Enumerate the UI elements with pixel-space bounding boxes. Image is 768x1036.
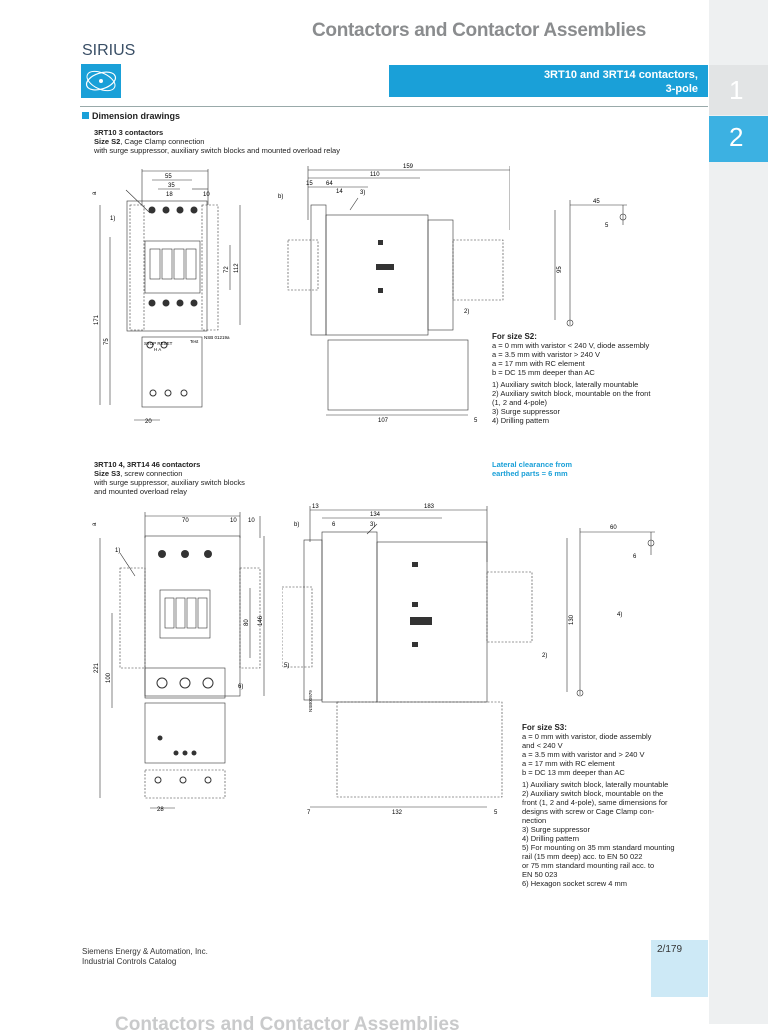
dim-15: 15 [306,181,313,187]
dim-80: 80 [244,619,250,626]
publisher-footer: Siemens Energy & Automation, Inc. Industrial Controls Catalog [82,947,208,966]
dim-5b: 5 [605,223,609,229]
dim-159: 159 [403,164,414,170]
dim-6: 6 [332,522,336,528]
s3-front-view-drawing [90,508,270,820]
dim-10: 10 [203,192,210,198]
dim-7: 7 [307,810,311,816]
dim-5: 5 [494,810,498,816]
sirius-logo [81,64,121,98]
dim-95: 95 [557,266,563,273]
label-3: 3) [360,190,366,196]
s2-drilling-pattern [545,195,645,335]
label-5: 5) [284,663,290,669]
drawing-tag: NSB 01219a [204,335,230,340]
stop-reset-label: STOP RESET [144,341,173,346]
label-6: 6) [238,684,244,690]
dim-75: 75 [104,338,110,345]
dim-112: 112 [234,263,240,273]
label-a: a [92,191,98,195]
dim-134: 134 [370,512,381,518]
label-3: 3) [370,522,376,528]
label-2: 2) [464,309,470,315]
dim-64: 64 [326,181,333,187]
label-a: a [92,522,98,526]
dim-45: 45 [593,199,600,205]
s2-caption: 3RT10 3 contactors Size S2, Cage Clamp connection with surge suppressor, auxiliary switch blocks and mounted overload relay [94,128,340,155]
brand-name: SIRIUS [82,42,136,59]
label-4: 4) [617,612,623,618]
ha-label: H A [154,347,162,352]
s3-caption: 3RT10 4, 3RT14 46 contactors Size S3, screw connection with surge suppressor, auxiliary switch blocks and mounted overload relay [94,460,245,496]
page-number-box [651,940,708,997]
section-heading: Dimension drawings [82,111,180,121]
dim-171: 171 [94,314,100,325]
page-title: Contactors and Contactor Assemblies [312,20,647,41]
dim-70: 70 [182,518,189,524]
chapter-tab-1[interactable]: 1 [709,65,768,115]
test-label: Test [190,339,199,344]
dim-13: 13 [312,504,319,510]
dim-130: 130 [569,614,575,625]
lateral-clearance-note: Lateral clearance from earthed parts = 6 mm [492,460,573,478]
page-number: 2/179 [657,944,683,955]
dim-110: 110 [370,172,380,178]
s2-side-view-drawing [278,160,510,430]
s3-side-view-drawing [282,502,547,822]
dim-20: 20 [145,419,152,425]
dim-28: 28 [157,807,164,813]
label-2: 2) [542,653,547,659]
dim-146: 146 [258,615,264,626]
dim-10: 10 [230,518,237,524]
dim-35: 35 [168,183,175,189]
dim-132: 132 [392,810,403,816]
dim-183: 183 [424,504,435,510]
dim-107: 107 [378,418,389,424]
dim-5: 5 [474,418,478,424]
s3-drilling-pattern [555,520,665,700]
label-b: b) [278,194,284,200]
next-page-title-ghost: Contactors and Contactor Assemblies [115,1014,460,1035]
header-divider [80,106,708,107]
dim-6b: 6 [633,554,637,560]
drawing-tag: NSB00979 [308,690,313,712]
label-b: b) [294,522,300,528]
dim-100: 100 [106,672,112,683]
dim-14: 14 [336,189,343,195]
dim-60: 60 [610,525,617,531]
dim-18: 18 [166,192,173,198]
dim-221: 221 [94,662,100,673]
product-banner: 3RT10 and 3RT14 contactors, 3-pole [389,65,708,97]
s3-notes: For size S3: a = 0 mm with varistor, diode assembly and < 240 V a = 3.5 mm with varistor and > 240 V a = 17 mm with RC element b = DC 13 mm deeper than AC 1) Auxiliary switch block, laterally mountable 2) Auxiliary switch block, mountable on the front (1, 2 and 4-pole), same dimensions for designs with screw or Cage Clamp con- nection 3) Surge suppressor 4) Drilling pattern 5) For mounting on 35 mm standard mounting rail (15 mm deep) acc. to EN 50 022 or 75 mm standard mounting rail acc. to EN 50 023 6) Hexagon socket screw 4 mm [522,723,675,888]
dim-10b: 10 [248,518,255,524]
chapter-tab-2[interactable]: 2 [709,116,768,162]
dim-55: 55 [165,174,172,180]
s2-notes: For size S2: a = 0 mm with varistor < 240 V, diode assembly a = 3.5 mm with varistor > 240 V a = 17 mm with RC element b = DC 15 mm deeper than AC 1) Auxiliary switch block, laterally mountable 2) Auxiliary switch block, mountable on the front (1, 2 and 4-pole) 3) Surge suppressor 4) Drilling pattern [492,332,651,425]
label-1: 1) [110,216,116,222]
label-1: 1) [115,548,121,554]
s2-front-view-drawing [90,165,250,430]
dim-72: 72 [224,266,230,273]
